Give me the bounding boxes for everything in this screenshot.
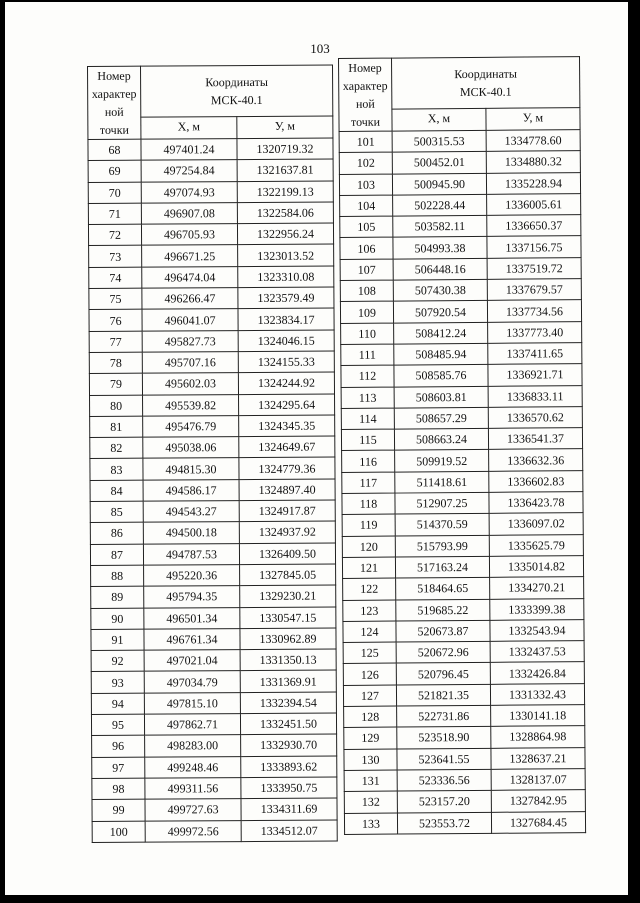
y-coordinate: 1324244.92 <box>238 372 334 394</box>
table-row <box>88 202 333 225</box>
y-coordinate: 1324937.92 <box>239 521 335 543</box>
point-header-line-4: точки <box>350 114 381 129</box>
table-row <box>342 449 583 472</box>
point-header-line-2: характер <box>342 78 388 93</box>
x-coordinate: 495476.79 <box>143 415 239 437</box>
table-row <box>344 790 585 813</box>
point-number: 73 <box>89 246 142 268</box>
y-coordinate: 1331350.13 <box>240 649 336 671</box>
x-coordinate: 523641.55 <box>397 748 491 770</box>
x-coordinate: 511418.61 <box>395 471 489 493</box>
y-coordinate: 1334778.60 <box>486 130 580 152</box>
point-number: 92 <box>91 650 144 672</box>
y-coordinate: 1333950.75 <box>241 777 337 799</box>
point-number: 106 <box>340 238 393 260</box>
point-number: 99 <box>92 799 145 821</box>
point-number: 96 <box>92 735 145 757</box>
point-number: 113 <box>341 387 394 409</box>
point-number: 95 <box>91 714 144 736</box>
table-row <box>89 266 334 289</box>
y-coordinate: 1332426.84 <box>490 662 584 684</box>
point-number: 82 <box>90 437 143 459</box>
table-row <box>91 628 336 651</box>
y-coordinate: 1324649.67 <box>239 436 335 458</box>
y-coordinate: 1327842.95 <box>491 790 585 812</box>
point-number: 122 <box>343 578 396 600</box>
x-coordinate: 500945.90 <box>392 173 486 195</box>
table-row <box>339 130 580 153</box>
y-coordinate: 1333399.38 <box>490 598 584 620</box>
x-coordinate: 497401.24 <box>141 139 237 161</box>
y-coordinate: 1324897.40 <box>239 479 335 501</box>
x-coordinate: 520672.96 <box>396 641 490 663</box>
x-coordinate: 508485.94 <box>394 343 488 365</box>
table-row <box>341 364 582 387</box>
point-number: 84 <box>90 480 143 502</box>
x-coordinate: 495827.73 <box>142 330 238 352</box>
table-row <box>91 649 336 672</box>
point-number: 90 <box>91 608 144 630</box>
y-coordinate: 1330141.18 <box>491 705 585 727</box>
table-row <box>90 500 335 523</box>
table-row <box>341 343 582 366</box>
x-coordinate: 515793.99 <box>395 535 489 557</box>
x-coordinate: 495038.06 <box>143 437 239 459</box>
point-number: 102 <box>339 152 392 174</box>
point-number: 127 <box>343 685 396 707</box>
table-row <box>340 279 581 302</box>
point-number-header <box>88 66 141 139</box>
table-row <box>342 513 583 536</box>
y-coordinate: 1337411.65 <box>488 343 582 365</box>
point-number: 86 <box>90 523 143 545</box>
point-number: 85 <box>90 501 143 523</box>
x-coordinate: 509919.52 <box>395 450 489 472</box>
table-row <box>88 181 333 204</box>
table-row <box>92 798 337 821</box>
point-number: 105 <box>340 216 393 238</box>
x-coordinate: 507920.54 <box>393 301 487 323</box>
point-number: 88 <box>91 565 144 587</box>
x-coordinate: 495707.16 <box>142 352 238 374</box>
y-coordinate: 1336602.83 <box>489 470 583 492</box>
x-column-header: Х, м <box>141 117 237 139</box>
x-coordinate: 496907.08 <box>141 202 237 224</box>
table-row <box>89 330 334 353</box>
x-coordinate: 523157.20 <box>397 791 491 813</box>
x-coordinate: 499727.63 <box>145 799 241 821</box>
x-coordinate: 495602.03 <box>142 373 238 395</box>
table-row <box>90 436 335 459</box>
table-row <box>92 734 337 757</box>
y-coordinate: 1337679.57 <box>487 279 581 301</box>
table-row <box>342 534 583 557</box>
y-coordinate: 1328137.07 <box>491 768 585 790</box>
x-coordinate: 499972.56 <box>145 820 241 842</box>
y-coordinate: 1324295.64 <box>239 394 335 416</box>
x-coordinate: 500452.01 <box>392 152 486 174</box>
table-row <box>342 470 583 493</box>
point-number: 128 <box>344 706 397 728</box>
point-number: 131 <box>344 770 397 792</box>
table-row <box>343 577 584 600</box>
table-row <box>88 138 333 161</box>
x-coordinate: 518464.65 <box>396 578 490 600</box>
x-coordinate: 497021.04 <box>144 650 240 672</box>
table-row <box>340 257 581 280</box>
table-row <box>340 193 581 216</box>
x-coordinate: 521821.35 <box>396 684 490 706</box>
table-row <box>340 300 581 323</box>
x-coordinate: 517163.24 <box>395 556 489 578</box>
table-row <box>343 598 584 621</box>
x-coordinate: 497862.71 <box>144 714 240 736</box>
x-coordinate: 496761.34 <box>144 628 240 650</box>
x-coordinate: 520796.45 <box>396 663 490 685</box>
x-coordinate: 507430.38 <box>393 279 487 301</box>
table-row <box>90 521 335 544</box>
table-row <box>344 747 585 770</box>
table-row <box>343 683 584 706</box>
table-row <box>344 726 585 749</box>
point-number: 123 <box>343 600 396 622</box>
point-number: 98 <box>92 778 145 800</box>
x-coordinate: 495220.36 <box>144 565 240 587</box>
x-coordinate: 497034.79 <box>144 671 240 693</box>
point-number: 107 <box>340 259 393 281</box>
table-body-left <box>88 138 337 842</box>
x-coordinate: 499248.46 <box>145 756 241 778</box>
table-row <box>341 406 582 429</box>
table-row <box>89 287 334 310</box>
table-row <box>91 607 336 630</box>
point-number: 87 <box>90 544 143 566</box>
y-coordinate: 1335014.82 <box>489 556 583 578</box>
y-coordinate: 1337156.75 <box>487 236 581 258</box>
point-number: 132 <box>344 791 397 813</box>
point-number: 129 <box>344 727 397 749</box>
x-coordinate: 508412.24 <box>394 322 488 344</box>
y-coordinate: 1329230.21 <box>240 585 336 607</box>
table-row <box>342 556 583 579</box>
point-header-line-2: характер <box>91 86 137 101</box>
x-coordinate: 494815.30 <box>143 458 239 480</box>
y-coordinate: 1336570.62 <box>488 406 582 428</box>
coordinates-table-right <box>338 56 586 835</box>
table-row <box>339 151 580 174</box>
x-coordinate: 494787.53 <box>143 543 239 565</box>
y-coordinate: 1323310.08 <box>238 266 334 288</box>
table-row <box>91 670 336 693</box>
y-coordinate: 1324779.36 <box>239 457 335 479</box>
point-number: 94 <box>91 693 144 715</box>
x-coordinate: 495794.35 <box>144 586 240 608</box>
x-coordinate: 496041.07 <box>142 309 238 331</box>
x-coordinate: 496266.47 <box>142 288 238 310</box>
y-coordinate: 1322584.06 <box>237 202 333 224</box>
y-coordinate: 1322956.24 <box>237 223 333 245</box>
table-row <box>89 244 334 267</box>
table-row <box>92 756 337 779</box>
coordinates-table-left <box>87 64 338 842</box>
x-coordinate: 494586.17 <box>143 479 239 501</box>
y-coordinate: 1321637.81 <box>237 159 333 181</box>
x-coordinate: 500315.53 <box>392 130 486 152</box>
x-coordinate: 523553.72 <box>397 812 491 834</box>
y-coordinate: 1331332.43 <box>490 683 584 705</box>
x-coordinate: 514370.59 <box>395 514 489 536</box>
x-coordinate: 512907.25 <box>395 492 489 514</box>
y-coordinate: 1332437.53 <box>490 641 584 663</box>
table-row <box>88 159 333 182</box>
y-coordinate: 1336541.37 <box>488 428 582 450</box>
y-coordinate: 1324917.87 <box>239 500 335 522</box>
point-number: 116 <box>342 451 395 473</box>
x-coordinate: 499311.56 <box>145 777 241 799</box>
table-row <box>90 457 335 480</box>
y-coordinate: 1335625.79 <box>489 534 583 556</box>
x-coordinate: 508585.76 <box>394 365 488 387</box>
x-coordinate: 508657.29 <box>394 407 488 429</box>
x-coordinate: 504993.38 <box>393 237 487 259</box>
y-coordinate: 1334311.69 <box>241 798 337 820</box>
table-row <box>91 692 336 715</box>
point-number: 119 <box>342 514 395 536</box>
point-number: 75 <box>89 288 142 310</box>
y-coordinate: 1330962.89 <box>240 628 336 650</box>
y-column-header: У, м <box>237 116 333 138</box>
point-number: 79 <box>89 373 142 395</box>
y-coordinate: 1336833.11 <box>488 385 582 407</box>
x-coordinate: 498283.00 <box>145 735 241 757</box>
table-row <box>89 372 334 395</box>
y-coordinate: 1333893.62 <box>241 756 337 778</box>
point-number: 80 <box>90 395 143 417</box>
table-row <box>91 585 336 608</box>
point-number-header <box>339 58 393 131</box>
table-row <box>89 308 334 331</box>
point-number: 125 <box>343 642 396 664</box>
y-coordinate: 1332543.94 <box>490 619 584 641</box>
y-coordinate: 1324046.15 <box>238 330 334 352</box>
x-coordinate: 508603.81 <box>394 386 488 408</box>
x-coordinate: 522731.86 <box>397 705 491 727</box>
point-number: 104 <box>340 195 393 217</box>
y-coordinate: 1320719.32 <box>237 138 333 160</box>
point-number: 124 <box>343 621 396 643</box>
table-row <box>343 662 584 685</box>
point-header-line-3: ной <box>355 96 375 111</box>
y-coordinate: 1334512.07 <box>241 819 337 841</box>
y-coordinate: 1324345.35 <box>239 415 335 437</box>
table-row <box>90 543 335 566</box>
point-number: 121 <box>342 557 395 579</box>
point-number: 110 <box>341 323 394 345</box>
point-number: 76 <box>89 310 142 332</box>
y-coordinate: 1332451.50 <box>240 713 336 735</box>
y-coordinate: 1331369.91 <box>240 670 336 692</box>
page-number: 103 <box>310 41 330 56</box>
y-coordinate: 1332930.70 <box>241 734 337 756</box>
table-row <box>344 705 585 728</box>
point-number: 117 <box>342 472 395 494</box>
y-coordinate: 1337519.72 <box>487 257 581 279</box>
y-coordinate: 1326409.50 <box>239 543 335 565</box>
coordinate-system: МСК-40.1 <box>459 84 512 100</box>
point-header-line-1: Номер <box>348 60 382 75</box>
x-coordinate: 519685.22 <box>396 599 490 621</box>
point-number: 77 <box>89 331 142 353</box>
coordinates-title: Координаты <box>205 75 268 90</box>
y-coordinate: 1334270.21 <box>490 577 584 599</box>
table-row <box>343 619 584 642</box>
x-coordinate: 520673.87 <box>396 620 490 642</box>
coordinate-system: МСК-40.1 <box>210 93 263 108</box>
table-row <box>340 236 581 259</box>
table-row <box>92 819 337 842</box>
y-coordinate: 1323834.17 <box>238 308 334 330</box>
point-number: 70 <box>88 182 141 204</box>
table-row <box>91 713 336 736</box>
point-header-line-3: ной <box>104 104 124 119</box>
x-coordinate: 497254.84 <box>141 160 237 182</box>
point-number: 109 <box>340 301 393 323</box>
x-coordinate: 497815.10 <box>144 692 240 714</box>
point-number: 100 <box>92 821 145 843</box>
table-row <box>90 394 335 417</box>
table-row <box>344 811 585 834</box>
x-column-header: Х, м <box>392 109 486 131</box>
point-number: 81 <box>90 416 143 438</box>
point-number: 130 <box>344 749 397 771</box>
point-number: 91 <box>91 629 144 651</box>
table-row <box>341 385 582 408</box>
y-coordinate: 1322199.13 <box>237 181 333 203</box>
x-coordinate: 503582.11 <box>393 216 487 238</box>
y-coordinate: 1334880.32 <box>486 151 580 173</box>
point-number: 83 <box>90 459 143 481</box>
y-coordinate: 1330547.15 <box>240 607 336 629</box>
table-row <box>92 777 337 800</box>
coordinates-header <box>141 65 333 118</box>
point-number: 89 <box>91 586 144 608</box>
table-row <box>342 492 583 515</box>
x-coordinate: 506448.16 <box>393 258 487 280</box>
point-number: 97 <box>92 757 145 779</box>
table-row <box>339 172 580 195</box>
y-coordinate: 1337734.56 <box>487 300 581 322</box>
y-coordinate: 1336650.37 <box>487 215 581 237</box>
y-coordinate: 1336632.36 <box>489 449 583 471</box>
x-coordinate: 496474.04 <box>142 266 238 288</box>
point-number: 93 <box>91 672 144 694</box>
table-row <box>343 641 584 664</box>
point-number: 115 <box>341 429 394 451</box>
y-coordinate: 1335228.94 <box>486 172 580 194</box>
table-body-right <box>339 130 586 835</box>
point-number: 103 <box>339 174 392 196</box>
x-coordinate: 502228.44 <box>393 194 487 216</box>
x-coordinate: 497074.93 <box>141 181 237 203</box>
y-coordinate: 1336423.78 <box>489 492 583 514</box>
x-coordinate: 496501.34 <box>144 607 240 629</box>
point-header-line-4: точки <box>99 122 129 137</box>
x-coordinate: 494543.27 <box>143 501 239 523</box>
y-coordinate: 1336005.61 <box>487 193 581 215</box>
point-number: 68 <box>88 139 141 161</box>
y-coordinate: 1336921.71 <box>488 364 582 386</box>
table-row <box>340 215 581 238</box>
y-coordinate: 1332394.54 <box>240 692 336 714</box>
point-header-line-1: Номер <box>97 68 131 83</box>
point-number: 78 <box>89 352 142 374</box>
point-number: 114 <box>341 408 394 430</box>
x-coordinate: 496671.25 <box>142 245 238 267</box>
table-row <box>89 351 334 374</box>
y-coordinate: 1324155.33 <box>238 351 334 373</box>
x-coordinate: 495539.82 <box>143 394 239 416</box>
y-coordinate: 1323579.49 <box>238 287 334 309</box>
coordinates-header <box>392 57 580 110</box>
y-coordinate: 1327684.45 <box>491 811 585 833</box>
point-number: 111 <box>341 344 394 366</box>
point-number: 112 <box>341 365 394 387</box>
y-coordinate: 1327845.05 <box>240 564 336 586</box>
table-row <box>91 564 336 587</box>
y-coordinate: 1323013.52 <box>238 244 334 266</box>
table-row <box>90 479 335 502</box>
x-coordinate: 523336.56 <box>397 769 491 791</box>
x-coordinate: 496705.93 <box>141 224 237 246</box>
point-number: 101 <box>339 131 392 153</box>
coordinates-title: Координаты <box>454 66 517 82</box>
table-row <box>344 768 585 791</box>
y-coordinate: 1328637.21 <box>491 747 585 769</box>
x-coordinate: 494500.18 <box>143 522 239 544</box>
point-number: 74 <box>89 267 142 289</box>
table-row <box>341 428 582 451</box>
y-coordinate: 1328864.98 <box>491 726 585 748</box>
y-coordinate: 1336097.02 <box>489 513 583 535</box>
point-number: 71 <box>88 203 141 225</box>
table-row <box>88 223 333 246</box>
point-number: 69 <box>88 160 141 182</box>
table-row <box>341 321 582 344</box>
x-coordinate: 508663.24 <box>394 428 488 450</box>
point-number: 133 <box>344 813 397 835</box>
y-coordinate: 1337773.40 <box>488 321 582 343</box>
point-number: 108 <box>340 280 393 302</box>
x-coordinate: 523518.90 <box>397 727 491 749</box>
table-row <box>90 415 335 438</box>
y-column-header: У, м <box>486 108 580 130</box>
point-number: 72 <box>88 224 141 246</box>
point-number: 126 <box>343 663 396 685</box>
point-number: 120 <box>342 536 395 558</box>
point-number: 118 <box>342 493 395 515</box>
